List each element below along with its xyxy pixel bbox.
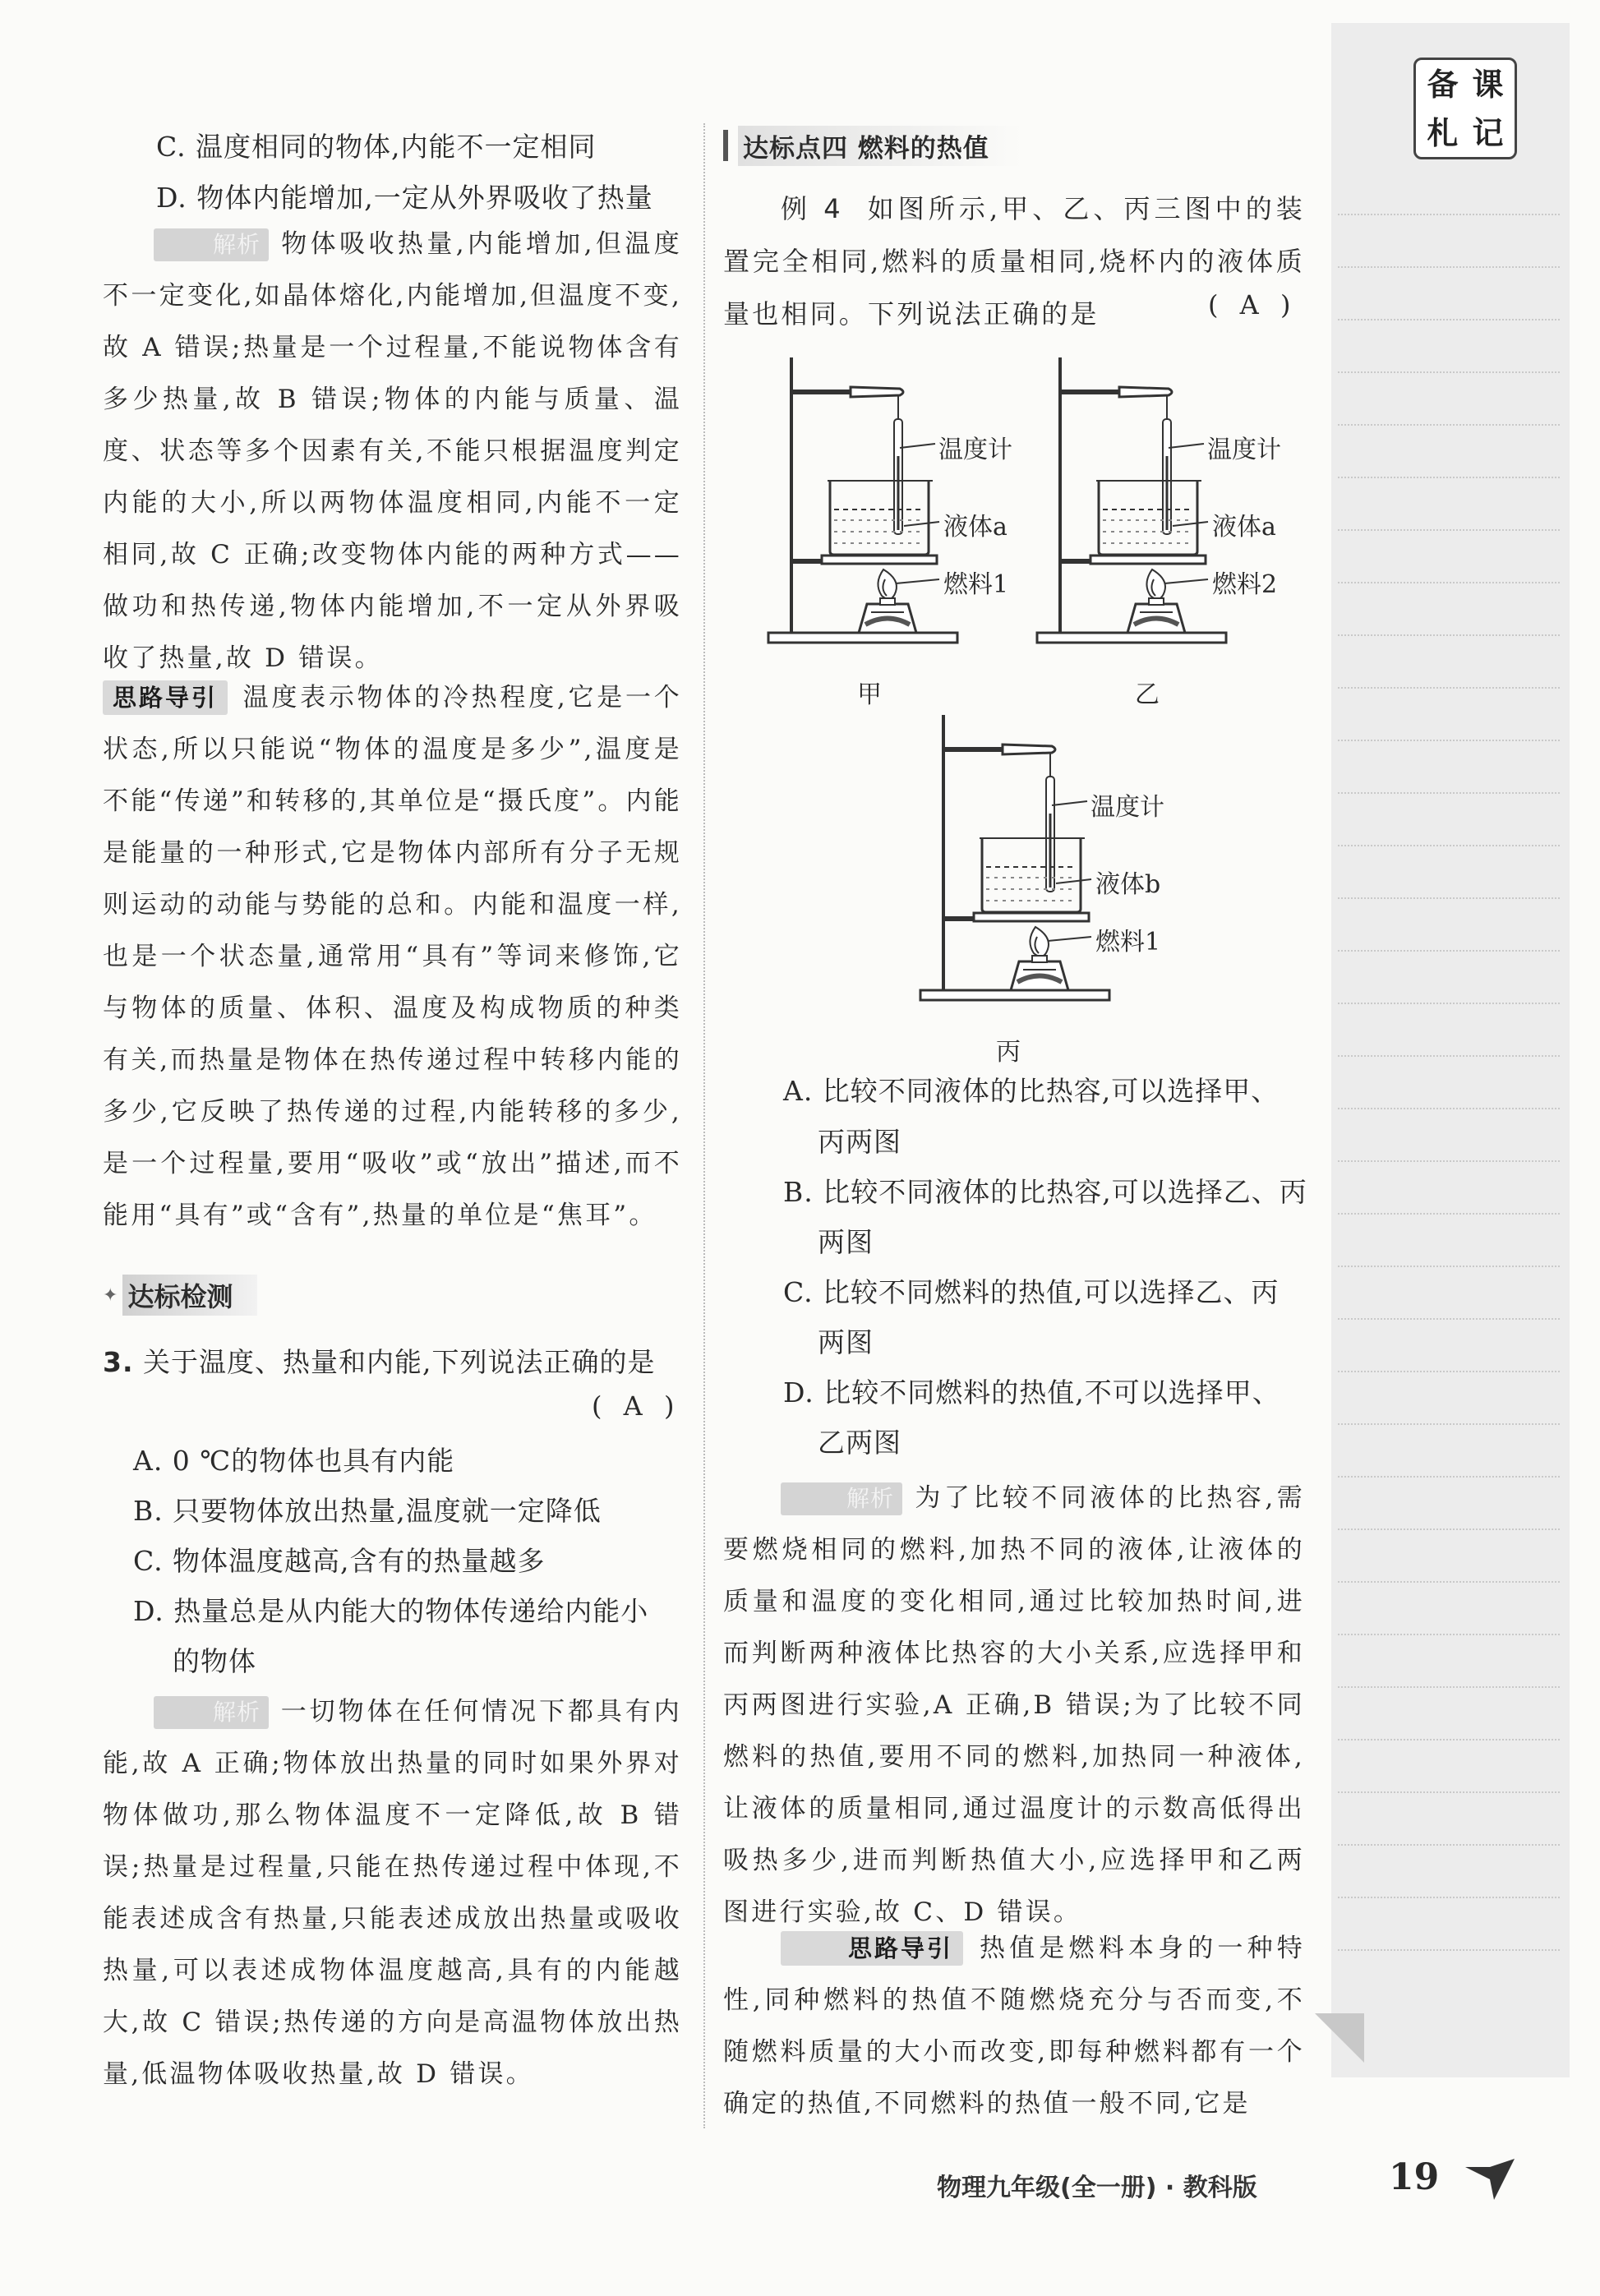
fig2-caption: 乙: [1135, 680, 1160, 709]
note-line: [1338, 1266, 1560, 1267]
ex-option-d-cont: 乙两图: [818, 1427, 901, 1459]
analysis-1-text: 物体吸收热量,内能增加,但温度不一定变化,如晶体熔化,内能增加,但温度不变,故 A 错误;热量是一个过程量,不能说物体含有多少热量,故 B 错误;物体的内能与质量、温度、状态等多个因素有关,不能只根据温度判定内能的大小,所以两物体温度相同,内能不一定相同,故 C 正确;改变物体内能的两种方式——做功和热传递,物体内能增加,不一定从外界吸收了热量,故 D 错误。: [103, 229, 682, 673]
analysis-tag: 解析: [781, 1482, 902, 1515]
note-line: [1338, 1476, 1560, 1478]
note-line: [1338, 1160, 1560, 1162]
example-guide-text: 热值是燃料本身的一种特性,同种燃料的热值不随燃烧充分与否而变,不随燃料质量的大小而改变,即每种燃料都有一个确定的热值,不同燃料的热值一般不同,它是: [723, 1934, 1305, 2118]
prev-option-c: C. 温度相同的物体,内能不一定相同: [156, 131, 597, 163]
fig2-thermometer-label: 温度计: [1207, 436, 1281, 464]
diamond-icon: ✦: [103, 1284, 118, 1306]
q3-option-a: A. 0 ℃的物体也具有内能: [133, 1445, 455, 1477]
guide-tag: 思路导引: [103, 680, 228, 715]
analysis-tag: 解析: [154, 228, 269, 261]
example-answer: ( A ): [1208, 289, 1298, 320]
analysis-2-text: 一切物体在任何情况下都具有内能,故 A 正确;物体放出热量的同时如果外界对物体做功,那么物体温度不一定降低,故 B 错误;热量是过程量,只能在热传递过程中体现,不能表述成含有热量,只能表述成放出热量或吸收热量,可以表述成物体温度越高,具有的内能越大,故 C 错误;热传递的方向是高温物体放出热量,低温物体吸收热量,故 D 错误。: [103, 1697, 682, 2089]
example-analysis: [723, 1473, 1305, 1939]
ex-option-b: B. 比较不同液体的比热容,可以选择乙、丙: [783, 1176, 1307, 1208]
prev-option-d: D. 物体内能增加,一定从外界吸收了热量: [156, 182, 653, 214]
stamp-char: 课: [1472, 66, 1504, 103]
example-stem: 如图所示,甲、乙、丙三图中的装置完全相同,燃料的质量相同,烧杯内的液体质量也相同。下列说法正确的是: [723, 193, 1305, 330]
example-label: 例 4: [781, 193, 843, 224]
note-line: [1338, 1844, 1560, 1846]
guide-1-text: 温度表示物体的冷热程度,它是一个状态,所以只能说“物体的温度是多少”,温度是不能“传递”和转移的,其单位是“摄氏度”。内能是能量的一种形式,它是物体内部所有分子无规则运动的动能与势能的总和。内能和温度一样,也是一个状态量,通常用“具有”等词来修饰,它与物体的质量、体积、温度及构成物质的种类有关,而热量是物体在热传递过程中转移内能的多少,它反映了热传递的过程,内能转移的多少,是一个过程量,要用“吸收”或“放出”描述,而不能用“具有”或“含有”,热量的单位是“焦耳”。: [103, 683, 682, 1230]
note-line: [1338, 1423, 1560, 1425]
page-number: 19: [1389, 2156, 1440, 2198]
note-line: [1338, 1581, 1560, 1583]
q3-option-b: B. 只要物体放出热量,温度就一定降低: [133, 1495, 602, 1527]
fig3-liquid-label: 液体b: [1095, 870, 1161, 899]
q3-answer: ( A ): [592, 1390, 681, 1422]
note-line: [1338, 1371, 1560, 1372]
experiment-figures: [0, 0, 1600, 1101]
analysis-2: [103, 1686, 682, 2100]
ex-option-c-cont: 两图: [818, 1326, 874, 1358]
ex-option-a-cont: 丙两图: [818, 1126, 901, 1158]
fig3-fuel-label: 燃料1: [1095, 928, 1161, 957]
note-line: [1338, 1739, 1560, 1740]
footer-book-title: 物理九年级(全一册) · 教科版: [937, 2174, 1257, 2202]
fig2-fuel-label: 燃料2: [1212, 570, 1278, 599]
fig1-fuel-label: 燃料1: [943, 570, 1009, 599]
fig1-caption: 甲: [857, 680, 882, 709]
section-header-check: [103, 1276, 257, 1314]
example-analysis-text: 为了比较不同液体的比热容,需要燃烧相同的燃料,加热不同的液体,让液体的质量和温度的变化相同,通过比较加热时间,进而判断两种液体比热容的大小关系,应选择甲和丙两图进行实验,A 正确,B 错误;为了比较不同燃料的热值,要用不同的燃料,加热同一种液体,让液体的质量相同,通过温度计的示数高低得出吸热多少,进而判断热值大小,应选择甲和乙两图进行实验,故 C、D 错误。: [723, 1483, 1305, 1927]
note-line: [1338, 1634, 1560, 1635]
q3-option-d-cont: 的物体: [173, 1645, 256, 1677]
note-line: [1338, 1949, 1560, 1951]
note-line: [1338, 1686, 1560, 1688]
note-line: [1338, 1213, 1560, 1215]
note-line: [1338, 1897, 1560, 1898]
fig3-thermometer-label: 温度计: [1090, 793, 1164, 822]
note-line: [1338, 1528, 1560, 1530]
note-line: [1338, 1108, 1560, 1109]
stamp-char: 札: [1427, 114, 1459, 151]
section-title: 达标检测: [122, 1275, 257, 1316]
note-line: [1338, 1318, 1560, 1320]
fig1-liquid-label: 液体a: [943, 513, 1007, 542]
q3-option-c: C. 物体温度越高,含有的热量越多: [133, 1545, 546, 1577]
example-guide: [723, 1923, 1305, 2130]
stamp-char: 备: [1427, 66, 1459, 103]
q3-number: 3.: [103, 1346, 134, 1378]
stamp-char: 记: [1472, 114, 1504, 151]
q3-stem: [103, 1341, 656, 1380]
ex-option-c: C. 比较不同燃料的热值,可以选择乙、丙: [783, 1276, 1280, 1308]
ex-option-b-cont: 两图: [818, 1226, 874, 1258]
fig2-liquid-label: 液体a: [1212, 513, 1276, 542]
ex-option-a: A. 比较不同液体的比热容,可以选择甲、: [783, 1075, 1280, 1107]
q3-stem-text: 关于温度、热量和内能,下列说法正确的是: [143, 1346, 656, 1378]
q3-option-d: D. 热量总是从内能大的物体传递给内能小: [133, 1595, 649, 1627]
analysis-tag: 解析: [154, 1696, 269, 1729]
section-title: 达标点四 燃料的热值: [738, 126, 1022, 166]
guide-tag: 思路导引: [781, 1931, 963, 1966]
note-line: [1338, 1791, 1560, 1793]
fig1-thermometer-label: 温度计: [938, 436, 1012, 464]
ex-option-d: D. 比较不同燃料的热值,不可以选择甲、: [783, 1376, 1280, 1408]
fig3-caption: 丙: [996, 1038, 1021, 1067]
page-curl: [1315, 2005, 1372, 2063]
book-mark-icon: [1461, 2155, 1519, 2204]
